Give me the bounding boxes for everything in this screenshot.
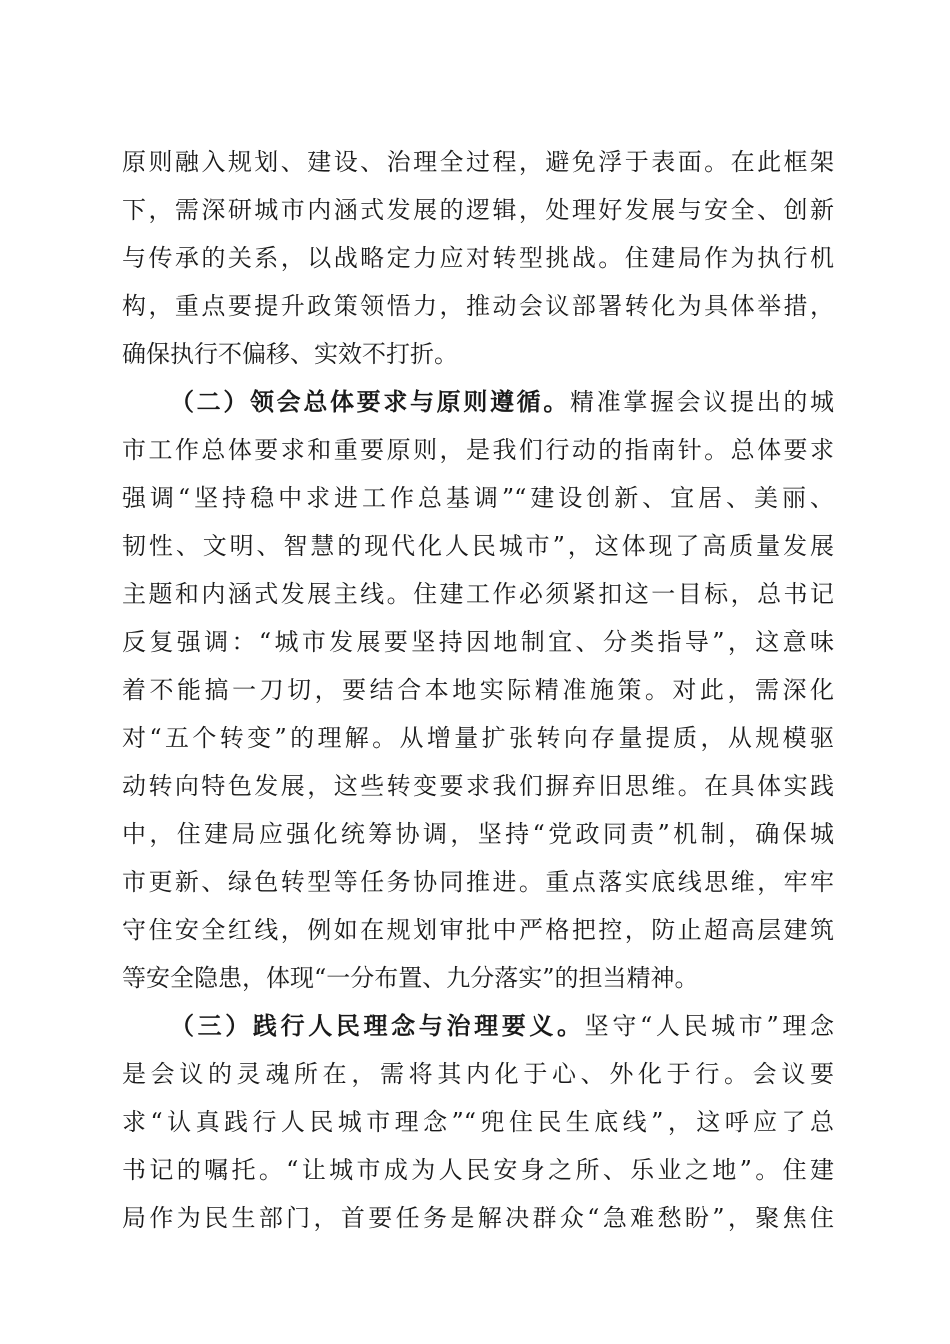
paragraph-2-line: 韧性、文明、智慧的现代化人民城市”，这体现了高质量发展 [122, 532, 834, 560]
paragraph-2-heading: （二）领会总体要求与原则遵循。 [170, 388, 570, 416]
paragraph-2-line: 市更新、绿色转型等任务协同推进。重点落实底线思维，牢牢 [122, 868, 834, 896]
paragraph-2-line: 对“五个转变”的理解。从增量扩张转向存量提质，从规模驱 [122, 724, 834, 752]
paragraph-2-line: 中，住建局应强化统筹协调，坚持“党政同责”机制，确保城 [122, 820, 834, 848]
paragraph-1-line-3: 与传承的关系，以战略定力应对转型挑战。住建局作为执行机 [122, 244, 834, 272]
paragraph-3-line: 局作为民生部门，首要任务是解决群众“急难愁盼”，聚焦住 [122, 1204, 834, 1232]
paragraph-3-heading: （三）践行人民理念与治理要义。 [170, 1012, 585, 1040]
paragraph-2-first-line-rest: 精准掌握会议提出的城 [570, 388, 834, 416]
paragraph-2-line: 守住安全红线，例如在规划审批中严格把控，防止超高层建筑 [122, 916, 834, 944]
paragraph-3-first-line-rest: 坚守“人民城市”理念 [584, 1012, 835, 1040]
paragraph-3-line: 是会议的灵魂所在，需将其内化于心、外化于行。会议要 [122, 1060, 834, 1088]
paragraph-1-line-5: 确保执行不偏移、实效不打折。 [122, 340, 458, 368]
paragraph-3-first-line [170, 1011, 834, 1041]
paragraph-2-line: 强调“坚持稳中求进工作总基调”“建设创新、宜居、美丽、 [122, 484, 834, 512]
paragraph-3-line: 求“认真践行人民城市理念”“兜住民生底线”，这呼应了总 [122, 1108, 834, 1136]
paragraph-2-line: 反复强调：“城市发展要坚持因地制宜、分类指导”，这意味 [122, 628, 834, 656]
paragraph-2-first-line [170, 387, 834, 417]
paragraph-2-line: 主题和内涵式发展主线。住建工作必须紧扣这一目标，总书记 [122, 580, 834, 608]
paragraph-2-line: 等安全隐患，体现“一分布置、九分落实”的担当精神。 [122, 964, 699, 992]
paragraph-2-line: 市工作总体要求和重要原则，是我们行动的指南针。总体要求 [122, 436, 834, 464]
paragraph-2-line: 着不能搞一刀切，要结合本地实际精准施策。对此，需深化 [122, 676, 834, 704]
paragraph-1-line-1: 原则融入规划、建设、治理全过程，避免浮于表面。在此框架 [122, 148, 834, 176]
paragraph-3-line: 书记的嘱托。“让城市成为人民安身之所、乐业之地”。住建 [122, 1156, 834, 1184]
paragraph-2-line: 动转向特色发展，这些转变要求我们摒弃旧思维。在具体实践 [122, 772, 834, 800]
paragraph-1-line-4: 构，重点要提升政策领悟力，推动会议部署转化为具体举措， [122, 292, 834, 320]
paragraph-1-line-2: 下，需深研城市内涵式发展的逻辑，处理好发展与安全、创新 [122, 196, 834, 224]
